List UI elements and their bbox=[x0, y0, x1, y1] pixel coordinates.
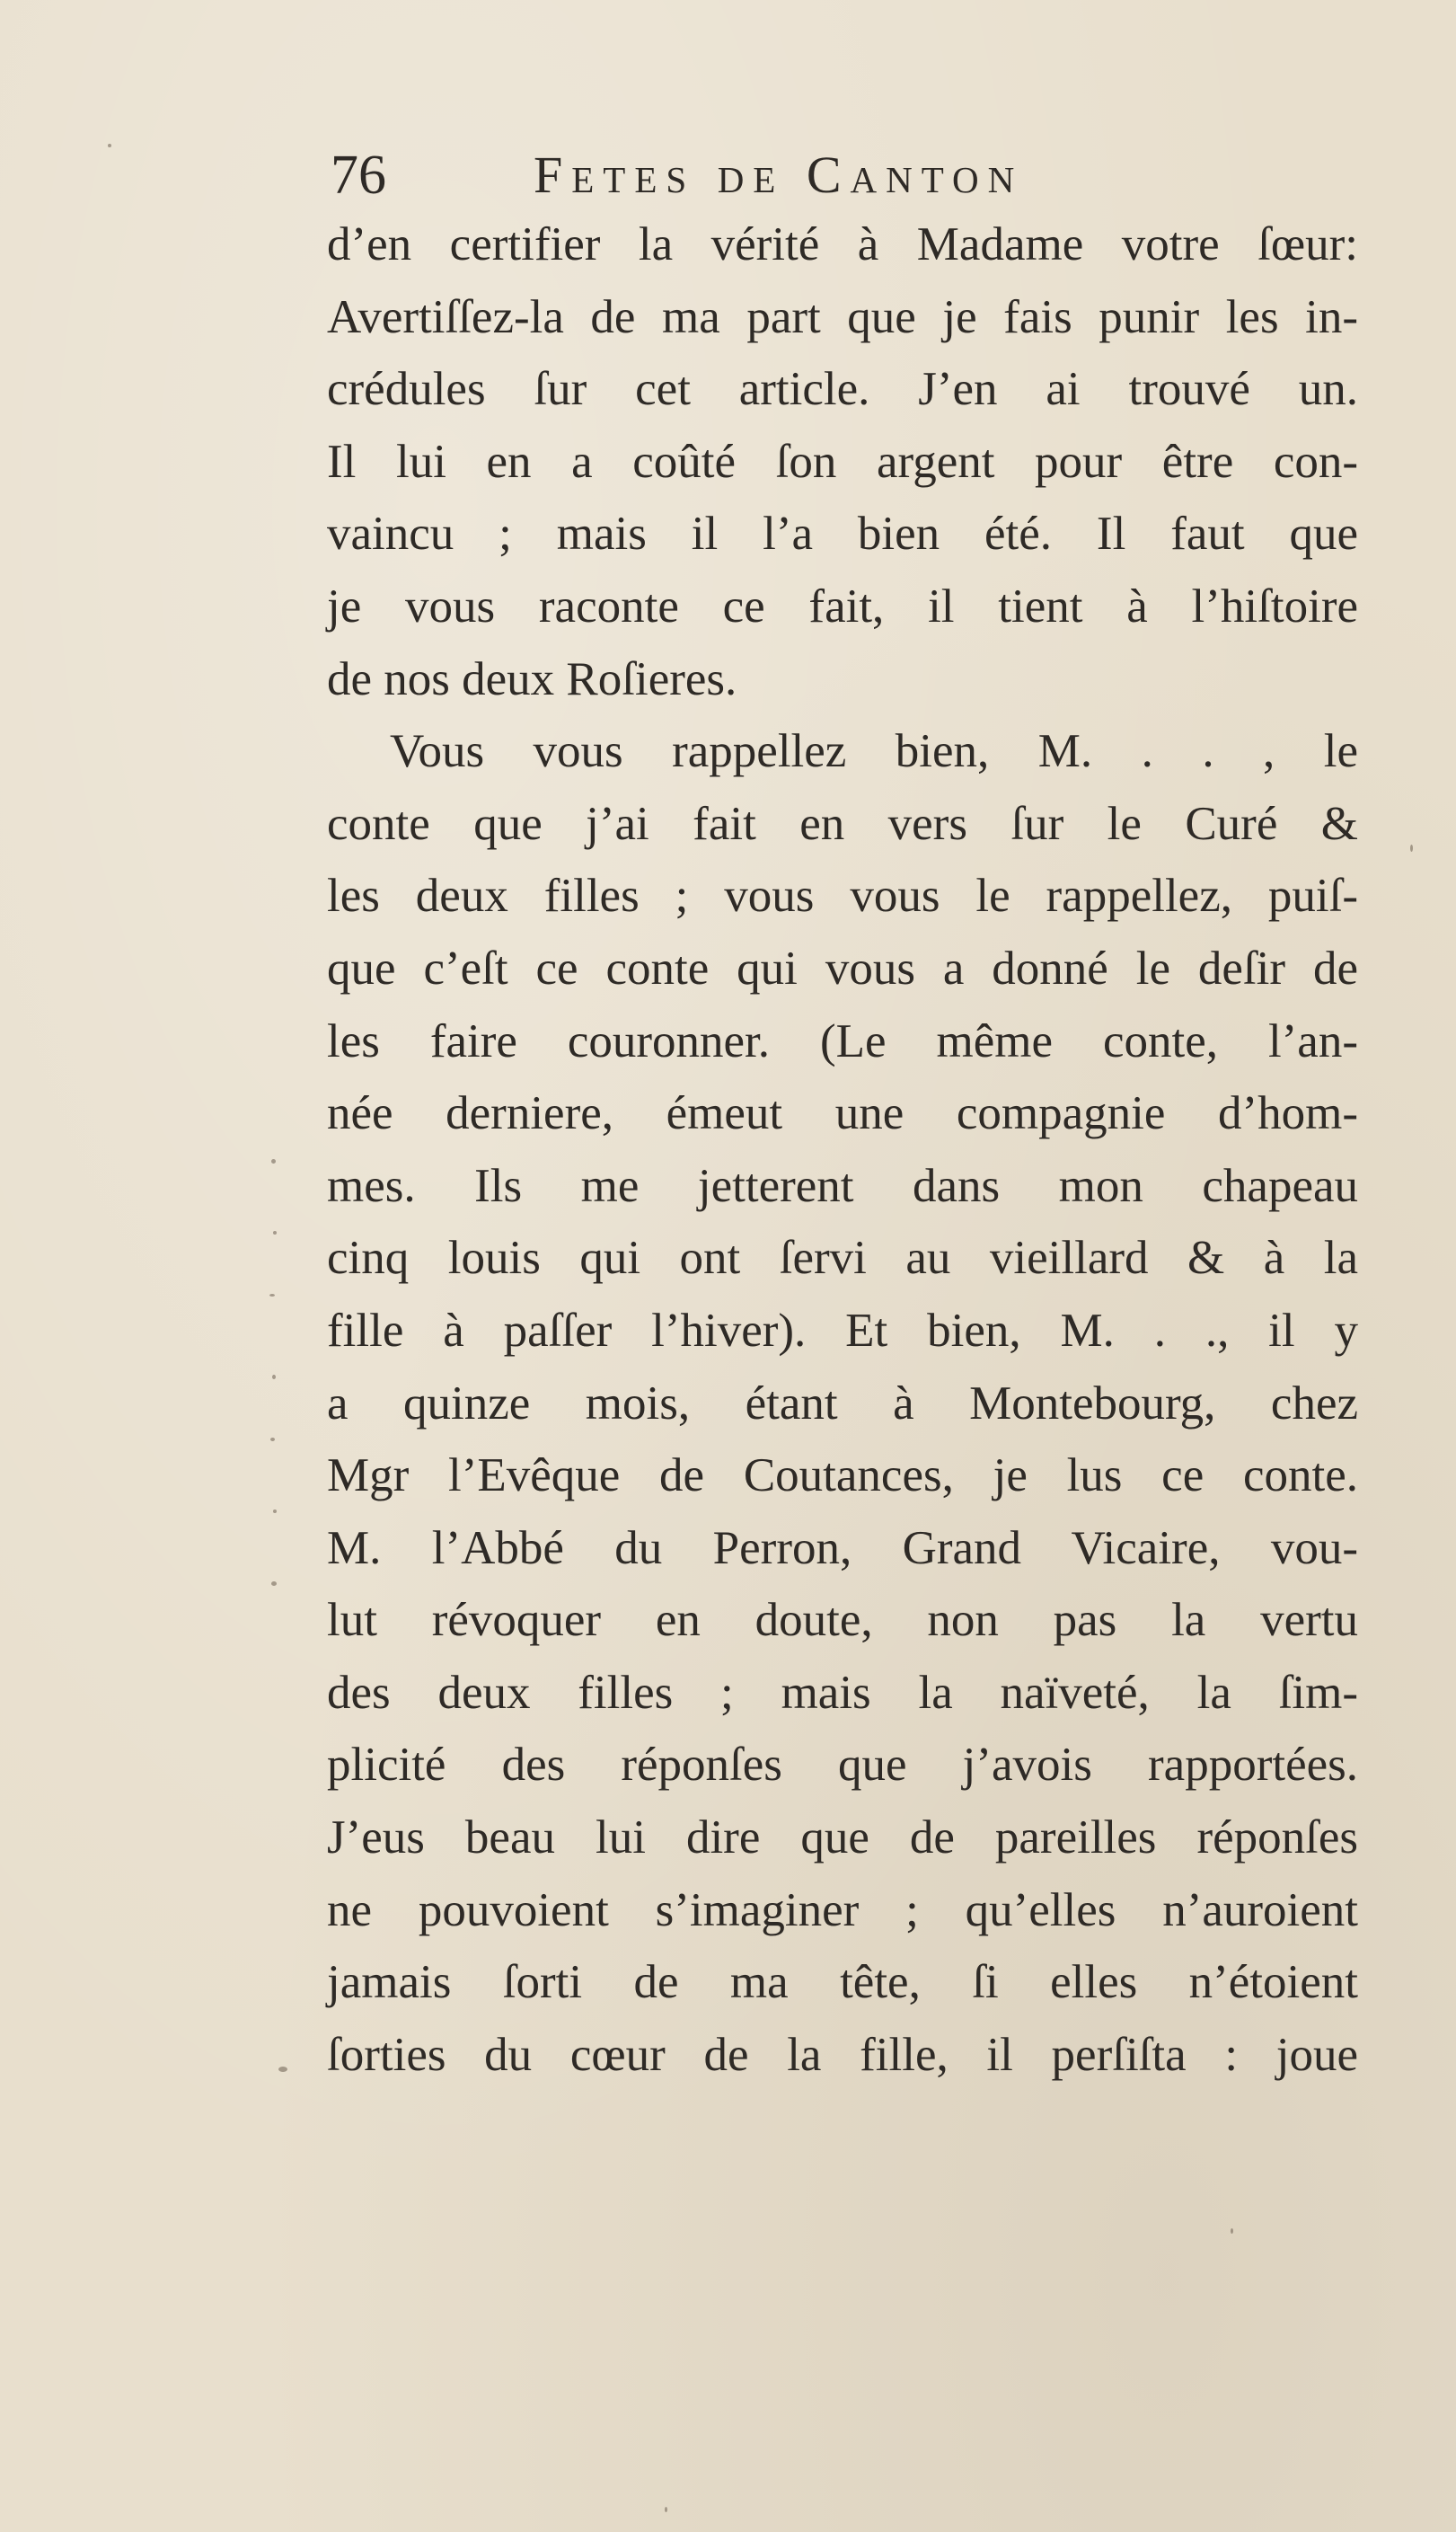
paper-speck bbox=[1410, 845, 1413, 852]
text-line: crédules ſur cet article. J’en ai trouvé un. bbox=[327, 363, 1358, 416]
text-line: ne pouvoient s’imaginer ; qu’elles n’auroient bbox=[327, 1883, 1358, 1936]
text-line: ſorties du cœur de la fille, il perſiſta : joue bbox=[327, 2028, 1358, 2081]
text-line: lut révoquer en doute, non pas la vertu bbox=[327, 1594, 1358, 1647]
text-line: conte que j’ai fait en vers ſur le Curé & bbox=[327, 797, 1358, 850]
text-line: fille à paſſer l’hiver). Et bien, M. . ., il y bbox=[327, 1304, 1358, 1357]
text-line: vaincu ; mais il l’a bien été. Il faut que bbox=[327, 508, 1358, 561]
text-line: des deux filles ; mais la naïveté, la ſim- bbox=[327, 1666, 1358, 1719]
text-line: plicité des réponſes que j’avois rapportées. bbox=[327, 1739, 1358, 1792]
text-line: je vous raconte ce fait, il tient à l’hiſtoire bbox=[327, 580, 1358, 633]
text-line: jamais ſorti de ma tête, ſi elles n’étoient bbox=[327, 1956, 1358, 2009]
text-line: que c’eſt ce conte qui vous a donné le deſir de bbox=[327, 942, 1358, 995]
text-line: a quinze mois, étant à Montebourg, chez bbox=[327, 1377, 1358, 1430]
text-line: mes. Ils me jetterent dans mon chapeau bbox=[327, 1159, 1358, 1212]
text-line: M. l’Abbé du Perron, Grand Vicaire, vou- bbox=[327, 1521, 1358, 1574]
text-line: Avertiſſez-la de ma part que je fais punir les in- bbox=[327, 290, 1358, 343]
text-line: les faire couronner. (Le même conte, l’an- bbox=[327, 1014, 1358, 1067]
paper-speck bbox=[1231, 2228, 1233, 2234]
text-line: d’en certifier la vérité à Madame votre ſœur: bbox=[327, 218, 1358, 270]
text-line: née derniere, émeut une compagnie d’hom- bbox=[327, 1087, 1358, 1140]
text-line: Il lui en a coûté ſon argent pour être con- bbox=[327, 435, 1358, 488]
text-line: cinq louis qui ont ſervi au vieillard & à la bbox=[327, 1232, 1358, 1285]
paper-speck bbox=[278, 2067, 287, 2072]
page-header bbox=[331, 135, 1363, 216]
text-line: de nos deux Roſieres. bbox=[327, 652, 737, 705]
paper-speck bbox=[665, 2507, 667, 2512]
text-line: Mgr l’Evêque de Coutances, je lus ce conte. bbox=[327, 1449, 1358, 1502]
text-line: les deux filles ; vous vous le rappellez, puiſ- bbox=[327, 870, 1358, 923]
body-text bbox=[327, 208, 1358, 2091]
text-line: J’eus beau lui dire que de pareilles réponſes bbox=[327, 1811, 1358, 1864]
page-number: 76 bbox=[331, 145, 386, 206]
running-title: Fetes de Canton bbox=[534, 146, 1024, 204]
margin-marks bbox=[264, 1132, 286, 1635]
paragraph-start-line: Vous vous rappellez bien, M. . . , le bbox=[390, 725, 1358, 778]
paper-speck bbox=[108, 144, 111, 147]
